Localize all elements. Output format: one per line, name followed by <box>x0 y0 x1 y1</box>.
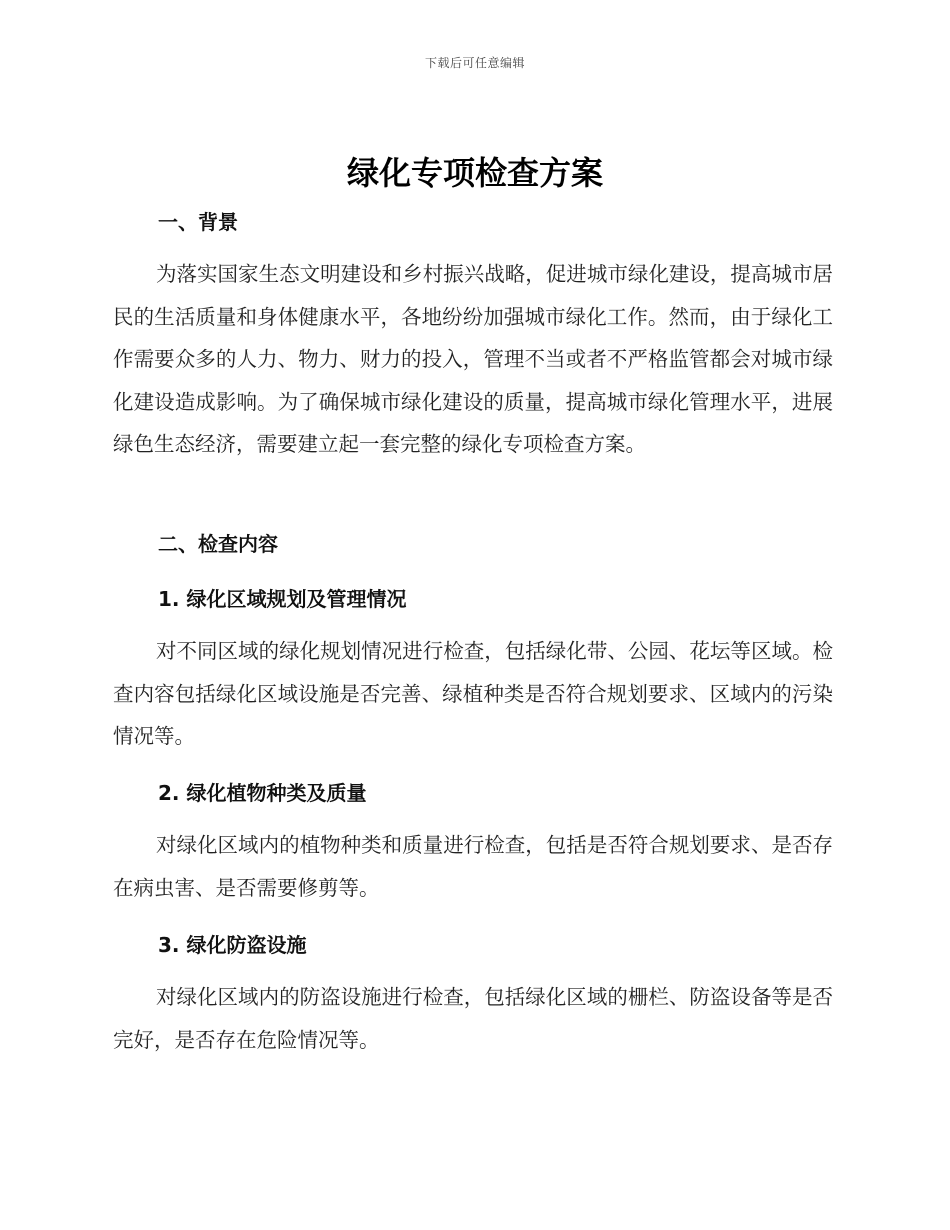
antitheft-paragraph: 对绿化区域内的防盗设施进行检查，包括绿化区域的栅栏、防盗设备等是否完好，是否存在危险情况等。 <box>113 985 833 1052</box>
plants-paragraph: 对绿化区域内的植物种类和质量进行检查，包括是否符合规划要求、是否存在病虫害、是否需要修剪等。 <box>113 833 833 900</box>
section-heading-background: 一、背景 <box>158 210 238 234</box>
subsection-heading-plants: 2. 绿化植物种类及质量 <box>158 781 367 805</box>
section-heading-inspection: 二、检查内容 <box>158 532 278 556</box>
document-title: 绿化专项检查方案 <box>346 154 603 192</box>
subsection-heading-antitheft: 3. 绿化防盗设施 <box>158 933 307 957</box>
planning-paragraph: 对不同区域的绿化规划情况进行检查，包括绿化带、公园、花坛等区域。检查内容包括绿化区域设施是否完善、绿植种类是否符合规划要求、区域内的污染情况等。 <box>113 639 833 748</box>
header-note: 下载后可任意编辑 <box>424 56 525 70</box>
background-paragraph: 为落实国家生态文明建设和乡村振兴战略，促进城市绿化建设，提高城市居民的生活质量和身体健康水平，各地纷纷加强城市绿化工作。然而，由于绿化工作需要众多的人力、物力、财力的投入，管理不当或者不严格监管都会对城市绿化建设造成影响。为了确保城市绿化建设的质量，提高城市绿化管理水平，进展绿色生态经济，需要建立起一套完整的绿化专项检查方案。 <box>113 262 833 456</box>
subsection-heading-planning: 1. 绿化区域规划及管理情况 <box>158 587 407 611</box>
